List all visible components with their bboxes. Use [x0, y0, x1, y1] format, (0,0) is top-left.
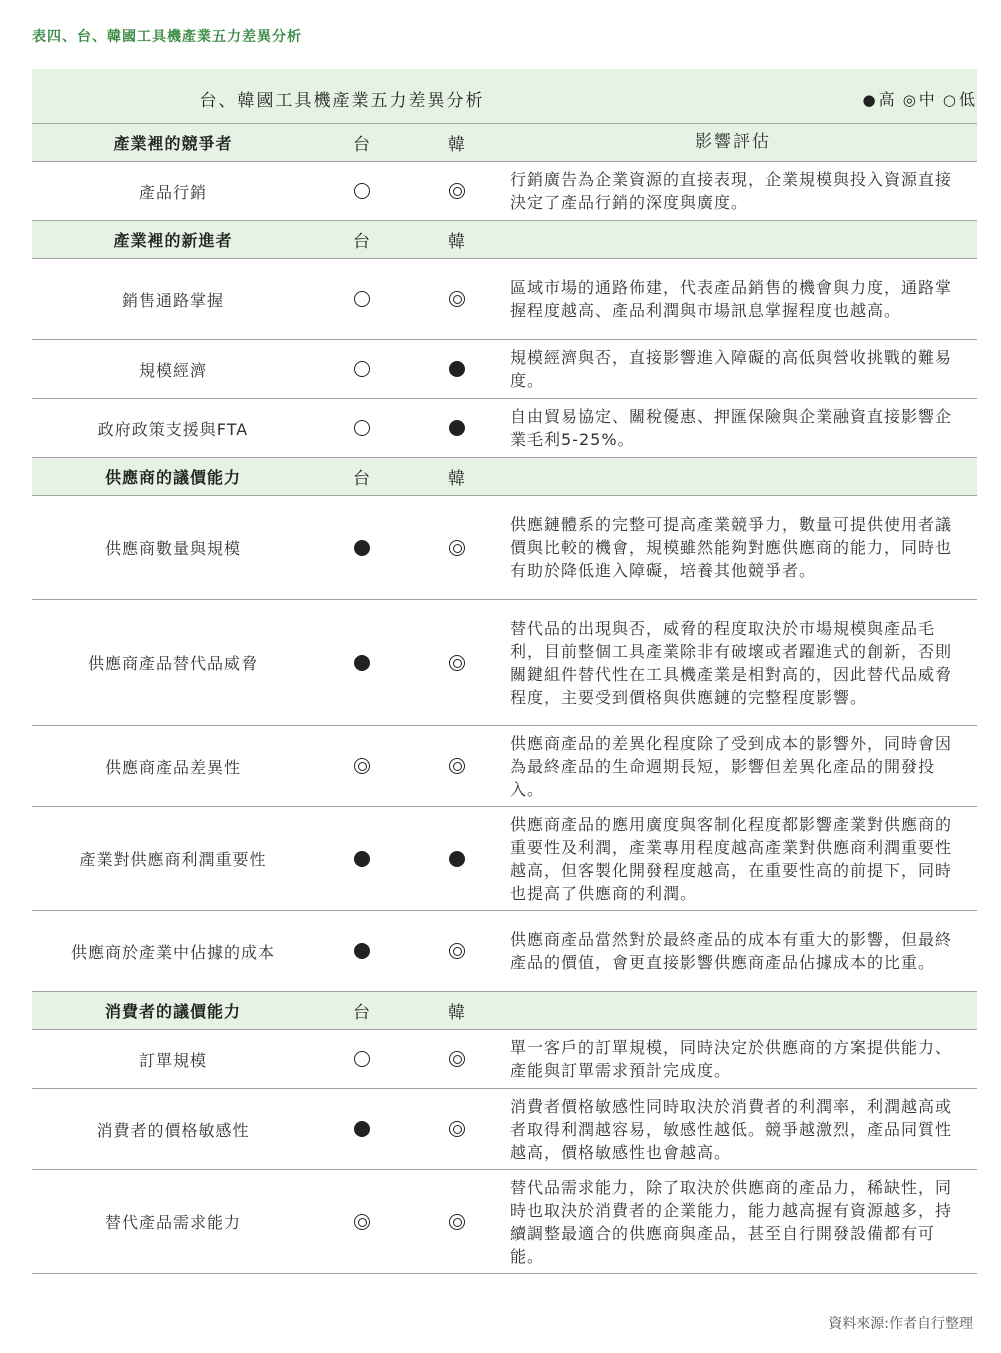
table-row: [32, 1088, 977, 1169]
impact-text: 規模經濟與否，直接影響進入障礙的高低與營收挑戰的難易度。: [510, 348, 953, 390]
kr-rating: [409, 359, 504, 379]
impact-text: 替代品的出現與否，威脅的程度取決於市場規模與產品毛利，目前整個工具產業除非有破壞或者躍進式的創新，否則關鍵組件替代性在工具機產業是相對高的，因此替代品威脅程度，主要受到價格與供應鏈的完整程度影響。: [510, 618, 953, 707]
table-row: [32, 725, 977, 806]
rating-mid-icon: [449, 943, 465, 959]
rating-mid-icon: [449, 540, 465, 556]
rating-mid-icon: [449, 758, 465, 774]
table-row: [32, 495, 977, 599]
legend-low: 低: [958, 90, 975, 109]
factor-label: 產業對供應商利潤重要性: [79, 850, 267, 869]
factor-label: 供應商於產業中佔據的成本: [70, 942, 275, 962]
table-caption: 表四、台、韓國工具機產業五力差異分析: [32, 29, 302, 45]
rating-high-icon: [449, 420, 465, 436]
kr-rating: [409, 538, 504, 558]
section-label: 產業裡的競爭者: [113, 134, 233, 153]
table-row: [32, 1029, 977, 1088]
section-label: 消費者的議價能力: [104, 1002, 241, 1021]
kr-rating: [409, 941, 504, 961]
section-label: 供應商的議價能力: [104, 468, 241, 487]
table-row: [32, 258, 977, 339]
rating-low-icon: [354, 183, 370, 199]
table-title: 台、韓國工具機產業五力差異分析: [199, 91, 485, 111]
tw-rating: [314, 653, 409, 673]
impact-text: 區域市場的通路佈建，代表產品銷售的機會與力度，通路掌握程度越高、產品利潤與市場訊息掌握程度也越高。: [510, 278, 953, 320]
table-row: [32, 339, 977, 398]
impact-text: 自由貿易協定、關稅優惠、押匯保險與企業融資直接影響企業毛利5-25%。: [510, 407, 953, 449]
tw-rating: [314, 1212, 409, 1232]
rating-low-icon: [354, 361, 370, 377]
factor-label: 消費者的價格敏感性: [96, 1120, 250, 1140]
factor-label: 供應商產品差異性: [104, 757, 241, 777]
factor-label: 產品行銷: [138, 182, 207, 202]
rating-mid-icon: [449, 291, 465, 307]
section-header-row: [32, 457, 977, 495]
rating-mid-icon: [354, 1214, 370, 1230]
factor-label: 銷售通路掌握: [121, 290, 224, 310]
table-row: [32, 599, 977, 725]
kr-rating: [409, 653, 504, 673]
kr-rating: [409, 289, 504, 309]
kr-rating: [409, 418, 504, 438]
rating-high-icon: [354, 540, 370, 556]
table-body: [32, 123, 977, 1273]
rating-high-icon: [449, 361, 465, 377]
rating-high-icon: [354, 1121, 370, 1137]
column-header-kr: 韓: [448, 135, 465, 155]
table-row: [32, 398, 977, 457]
rating-high-icon: [449, 851, 465, 867]
rating-high-icon: [354, 943, 370, 959]
rating-mid-icon: [449, 183, 465, 199]
legend-high: 高: [878, 90, 895, 109]
impact-text: 行銷廣告為企業資源的直接表現，企業規模與投入資源直接決定了產品行銷的深度與廣度。: [510, 170, 953, 212]
tw-rating: [314, 538, 409, 558]
column-header-tw: 台: [353, 1003, 370, 1023]
section-header-row: [32, 123, 977, 161]
column-header-tw: 台: [353, 469, 370, 489]
factor-label: 政府政策支援與FTA: [97, 419, 249, 439]
column-header-kr: 韓: [448, 1003, 465, 1023]
tw-rating: [314, 289, 409, 309]
tw-rating: [314, 941, 409, 961]
table-row: [32, 161, 977, 220]
factor-label: 規模經濟: [138, 360, 207, 380]
section-label: 產業裡的新進者: [113, 231, 233, 250]
column-header-tw: 台: [353, 135, 370, 155]
kr-rating: [409, 1212, 504, 1232]
tw-rating: [314, 181, 409, 201]
tw-rating: [314, 359, 409, 379]
kr-rating: [409, 181, 504, 201]
kr-rating: [409, 1049, 504, 1069]
rating-high-icon: [354, 851, 370, 867]
legend-low-glyph: ○: [942, 91, 956, 109]
legend-high-glyph: ●: [862, 91, 876, 109]
column-header-tw: 台: [353, 232, 370, 252]
table-title-row: [32, 69, 977, 123]
tw-rating: [314, 849, 409, 869]
tw-rating: [314, 418, 409, 438]
rating-mid-icon: [354, 758, 370, 774]
section-header-row: [32, 220, 977, 258]
kr-rating: [409, 1119, 504, 1139]
legend-mid-glyph: ◎: [902, 91, 916, 109]
impact-text: 供應商產品當然對於最終產品的成本有重大的影響，但最終產品的價值，會更直接影響供應商產品佔據成本的比重。: [510, 930, 953, 972]
rating-low-icon: [354, 1051, 370, 1067]
legend-mid: 中: [918, 90, 935, 109]
tw-rating: [314, 1119, 409, 1139]
rating-mid-icon: [449, 1121, 465, 1137]
five-forces-table: [32, 69, 977, 1274]
impact-text: 供應商產品的差異化程度除了受到成本的影響外，同時會因為最終產品的生命週期長短，影響但差異化產品的開發投入。: [510, 733, 953, 799]
rating-high-icon: [354, 655, 370, 671]
column-header-kr: 韓: [448, 469, 465, 489]
rating-mid-icon: [449, 1214, 465, 1230]
kr-rating: [409, 849, 504, 869]
rating-mid-icon: [449, 1051, 465, 1067]
impact-text: 單一客戶的訂單規模，同時決定於供應商的方案提供能力、產能與訂單需求預計完成度。: [510, 1038, 953, 1080]
table-row: [32, 1169, 977, 1273]
impact-text: 消費者價格敏感性同時取決於消費者的利潤率，利潤越高或者取得利潤越容易，敏感性越低。競爭越激烈，產品同質性越高，價格敏感性也會越高。: [510, 1096, 953, 1162]
source-note: 資料來源:作者自行整理: [828, 1316, 973, 1332]
rating-mid-icon: [449, 655, 465, 671]
impact-text: 替代品需求能力，除了取決於供應商的產品力，稀缺性，同時也取決於消費者的企業能力，能力越高握有資源越多，持續調整最適合的供應商與產品，甚至自行開發設備都有可能。: [510, 1177, 953, 1266]
rating-low-icon: [354, 291, 370, 307]
column-header-impact: 影響評估: [695, 132, 771, 152]
impact-text: 供應鏈體系的完整可提高產業競爭力，數量可提供使用者議價與比較的機會，規模雖然能夠對應供應商的能力，同時也有助於降低進入障礙，培養其他競爭者。: [510, 515, 953, 580]
column-header-kr: 韓: [448, 232, 465, 252]
tw-rating: [314, 756, 409, 776]
factor-label: 供應商數量與規模: [104, 539, 241, 558]
legend: [859, 87, 975, 110]
factor-label: 訂單規模: [138, 1050, 207, 1070]
impact-text: 供應商產品的應用廣度與客制化程度都影響產業對供應商的重要性及利潤，產業專用程度越高產業對供應商利潤重要性越高，但客製化開發程度越高，在重要性高的前提下，同時也提高了供應商的利潤。: [510, 814, 953, 903]
table-row: [32, 910, 977, 991]
table-row: [32, 806, 977, 910]
factor-label: 替代產品需求能力: [104, 1213, 241, 1232]
factor-label: 供應商產品替代品威脅: [87, 654, 258, 673]
tw-rating: [314, 1049, 409, 1069]
rating-low-icon: [354, 420, 370, 436]
section-header-row: [32, 991, 977, 1029]
kr-rating: [409, 756, 504, 776]
